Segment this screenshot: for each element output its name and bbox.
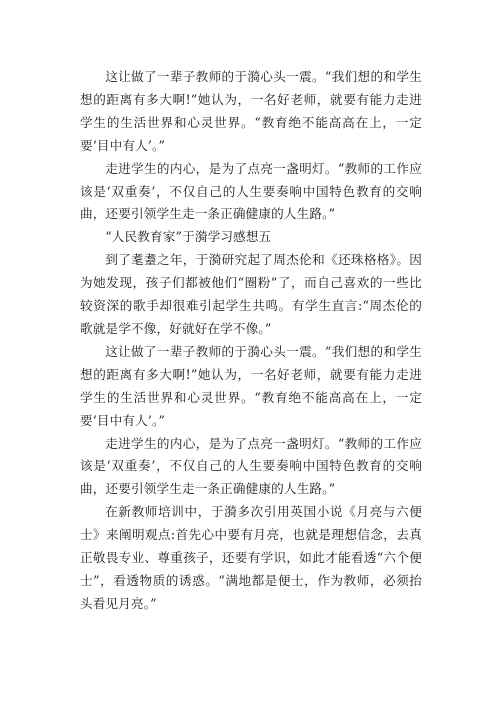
document-page xyxy=(80,66,422,616)
paragraph: 走进学生的内心，是为了点亮一盏明灯。“教师的工作应该是‘双重奏’，不仅自己的人生要奏响中国特色教育的交响曲，还要引领学生走一条正确健康的人生路。” xyxy=(80,160,422,222)
section-heading: “人民教育家”于漪学习感想五 xyxy=(105,229,272,245)
paragraph: 这让做了一辈子教师的于漪心头一震。“我们想的和学生想的距离有多大啊!”她认为，一名好老师，就要有能力走进学生的生活世界和心灵世界。“教育绝不能高高在上，一定要‘目中有人’。” xyxy=(80,343,422,428)
paragraph: 走进学生的内心，是为了点亮一盏明灯。“教师的工作应该是‘双重奏’，不仅自己的人生要奏响中国特色教育的交响曲，还要引领学生走一条正确健康的人生路。” xyxy=(80,435,422,497)
paragraph: 到了耄耋之年，于漪研究起了周杰伦和《还珠格格》。因为她发现，孩子们都被他们“圈粉”了，而自己喜欢的一些比较资深的歌手却很难引起学生共鸣。有学生直言:“周杰伦的歌就是学不像，好就好在学不像。” xyxy=(80,252,422,336)
paragraph: 在新教师培训中，于漪多次引用英国小说《月亮与六便士》来阐明观点:首先心中要有月亮，也就是理想信念，去真正敬畏专业、尊重孩子，还要有学识，如此才能看透“六个便士”，看透物质的诱惑。“满地都是便士，作为教师，必须抬头看见月亮。” xyxy=(80,504,422,611)
paragraph: 这让做了一辈子教师的于漪心头一震。“我们想的和学生想的距离有多大啊!”她认为，一名好老师，就要有能力走进学生的生活世界和心灵世界。“教育绝不能高高在上，一定要‘目中有人’。” xyxy=(80,69,422,153)
